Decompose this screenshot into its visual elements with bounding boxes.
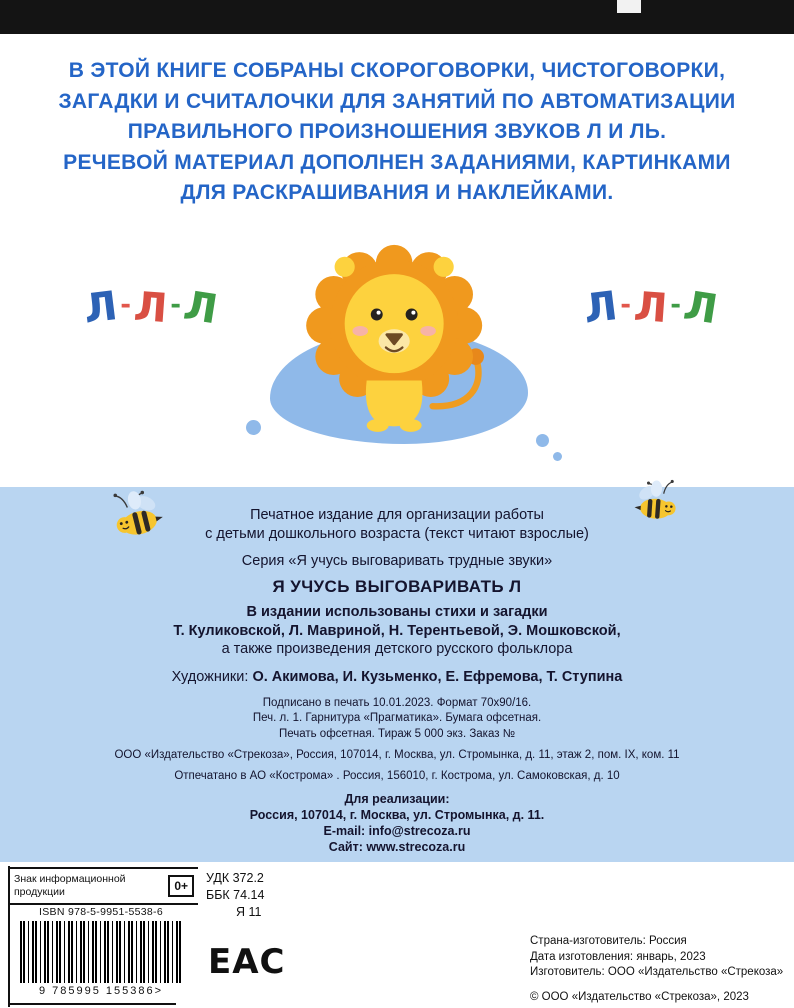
author-sign-line: Я 11 <box>236 905 262 919</box>
edition-note-line: с детьми дошкольного возраста (текст читают взрослые) <box>205 525 589 542</box>
letter-dash: - <box>170 290 182 320</box>
copyright-line: © ООО «Издательство «Стрекоза», 2023 <box>530 990 749 1003</box>
letters-l-l-l-left <box>81 282 221 334</box>
imprint-panel <box>0 487 794 862</box>
book-title: Я УЧУСЬ ВЫГОВАРИВАТЬ Л <box>272 577 522 596</box>
publisher-site: Сайт: www.strecoza.ru <box>328 840 466 854</box>
info-sign-text <box>14 873 126 899</box>
manufacturer-line: Изготовитель: ООО «Издательство «Стрекоза» <box>530 966 784 978</box>
letter-l: Л <box>81 283 120 333</box>
technical-strip <box>0 862 794 1008</box>
bee-icon <box>106 489 170 546</box>
corner-notch <box>617 0 641 13</box>
bee-icon <box>624 475 688 534</box>
info-sign-line: Знак информационной <box>14 873 126 885</box>
credits-authors: Т. Куликовской, Л. Мавриной, Н. Терентьевой, Э. Мошковской, <box>173 622 621 639</box>
artists-names: О. Акимова, И. Кузьменко, Е. Ефремова, Т. Ступина <box>252 668 623 685</box>
bottom-rule <box>8 1003 176 1005</box>
print-info-block <box>0 696 794 743</box>
sales-label: Для реализации: <box>344 792 450 806</box>
bee-antenna <box>662 482 674 494</box>
annotation-line: В ЭТОЙ КНИГЕ СОБРАНЫ СКОРОГОВОРКИ, ЧИСТОГОВОРКИ, <box>68 59 726 82</box>
artists-label: Художники: <box>171 668 249 685</box>
letter-l: Л <box>581 283 620 333</box>
manufacturer-block <box>530 934 783 1005</box>
lion-eye <box>406 309 418 321</box>
lion-eye <box>371 309 383 321</box>
barcode-number: 9 785995 155386> <box>38 985 164 997</box>
manufacturer-line: Страна-изготовитель: Россия <box>530 935 687 947</box>
annotation-line: ПРАВИЛЬНОГО ПРОИЗНОШЕНИЯ ЗВУКОВ Л И ЛЬ. <box>127 120 667 143</box>
credits-block <box>0 603 794 659</box>
annotation-line: РЕЧЕВОЙ МАТЕРИАЛ ДОПОЛНЕН ЗАДАНИЯМИ, КАРТИНКАМИ <box>63 150 731 174</box>
bee-body <box>115 506 166 539</box>
letter-l: Л <box>180 282 221 334</box>
lion-paw <box>400 419 422 432</box>
info-sign-box <box>10 867 198 905</box>
eye-highlight <box>411 311 415 315</box>
eac-mark: ЕАС <box>208 942 286 982</box>
annotation-line: ДЛЯ РАСКРАШИВАНИЯ И НАКЛЕЙКАМИ. <box>180 181 614 204</box>
letter-l: Л <box>680 282 721 334</box>
sales-block <box>0 791 794 855</box>
decor-dot <box>536 434 549 447</box>
letter-dash: - <box>620 290 632 320</box>
bee-antenna-tip <box>140 491 144 495</box>
lion-cheek <box>420 326 436 336</box>
sales-address: Россия, 107014, г. Москва, ул. Стромынка, д. 11. <box>249 808 545 822</box>
top-black-bar <box>0 0 794 34</box>
lion-face <box>345 274 444 373</box>
series-line: Серия «Я учусь выговаривать трудные звуки» <box>241 553 553 569</box>
bee-antenna-tip <box>113 494 117 498</box>
annotation-line: ЗАГАДКИ И СЧИТАЛОЧКИ ДЛЯ ЗАНЯТИЙ ПО АВТОМАТИЗАЦИИ <box>58 89 736 113</box>
annotation-text <box>30 56 764 209</box>
lion-cheek <box>352 326 368 336</box>
print-info-line: Печ. л. 1. Гарнитура «Прагматика». Бумага офсетная. <box>252 712 542 724</box>
decor-dot <box>553 452 562 461</box>
decor-dot <box>246 420 261 435</box>
bee-antenna <box>116 496 127 507</box>
edition-note-line: Печатное издание для организации работы <box>250 507 544 523</box>
lion-illustration <box>286 232 506 443</box>
bbk-line: ББК 74.14 <box>206 888 265 902</box>
publisher-line: ООО «Издательство «Стрекоза», Россия, 107014, г. Москва, ул. Стромынка, д. 11, этаж 2, пом. IX, ком. 11 <box>114 749 680 761</box>
letter-l: Л <box>632 283 669 333</box>
isbn-text: ISBN 978-5-9951-5538-6 <box>39 906 163 918</box>
letter-l: Л <box>132 283 169 333</box>
lion-ear <box>434 257 454 277</box>
bee-body <box>634 497 676 520</box>
barcode-bars <box>20 921 182 983</box>
info-sign-line: продукции <box>14 886 65 898</box>
credits-intro: В издании использованы стихи и загадки <box>246 604 548 620</box>
artists-line <box>0 669 794 685</box>
print-info-line: Печать офсетная. Тираж 5 000 экз. Заказ № <box>278 727 516 740</box>
classification-block <box>206 870 264 921</box>
age-rating-badge: 0+ <box>168 875 194 897</box>
eye-highlight <box>377 311 381 315</box>
printed-line: Отпечатано в АО «Кострома» . Россия, 156010, г. Кострома, ул. Самоковская, д. 10 <box>174 770 620 782</box>
letter-dash: - <box>120 290 132 320</box>
lion-ear <box>335 257 355 277</box>
letter-dash: - <box>670 290 682 320</box>
lion-paw <box>367 419 389 432</box>
letters-l-l-l-right <box>581 282 721 334</box>
credits-tail: а также произведения детского русского фольклора <box>221 641 573 657</box>
udk-line: УДК 372.2 <box>206 871 264 885</box>
manufacturer-line: Дата изготовления: январь, 2023 <box>530 950 706 963</box>
isbn-barcode <box>12 906 190 997</box>
print-info-line: Подписано в печать 10.01.2023. Формат 70х90/16. <box>262 696 532 709</box>
publisher-email: E-mail: info@strecoza.ru <box>323 824 471 838</box>
